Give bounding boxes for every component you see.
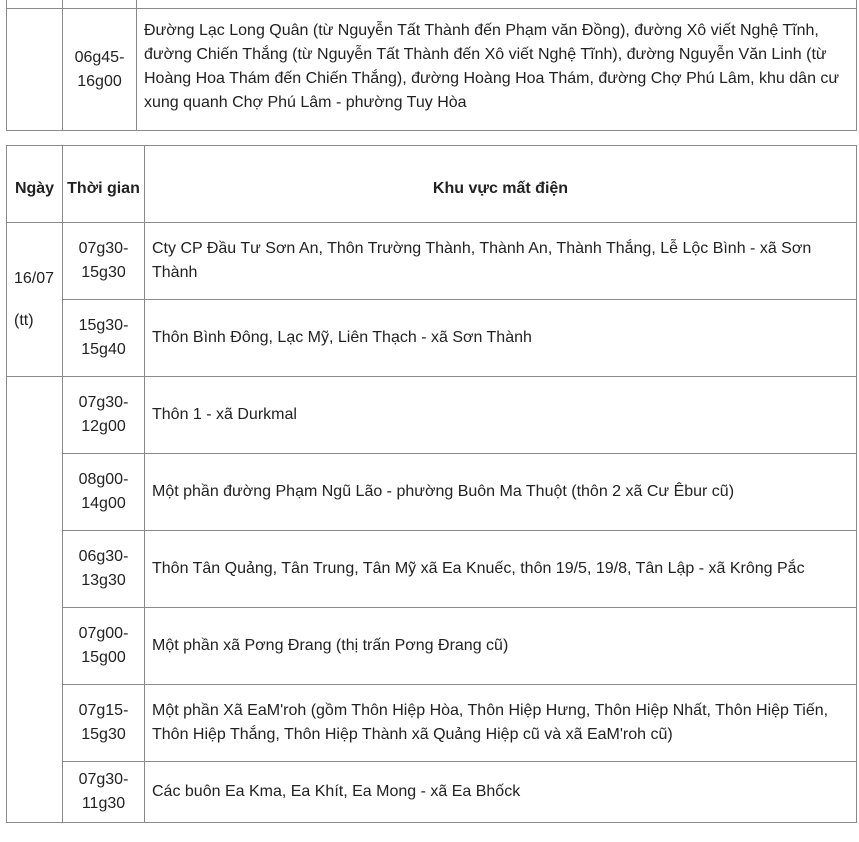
area-cell: Thôn Tân Quảng, Tân Trung, Tân Mỹ xã Ea Knuếc, thôn 19/5, 19/8, Tân Lập - xã Krông Pắc — [145, 531, 857, 608]
time-start: 07g15- — [78, 702, 129, 719]
area-cell: Thôn 1 - xã Durkmal — [145, 377, 857, 454]
area-cell: Một phần Xã EaM'roh (gồm Thôn Hiệp Hòa, Thôn Hiệp Hưng, Thôn Hiệp Nhất, Thôn Hiệp Tiến, Thôn Hiệp Thắng, Thôn Hiệp Thành xã Quảng Hiệp cũ và xã EaM'roh cũ) — [145, 685, 857, 762]
area-cell: Cty CP Đầu Tư Sơn An, Thôn Trường Thành, Thành An, Thành Thắng, Lễ Lộc Bình - xã Sơn Thành — [145, 223, 857, 300]
time-cell — [63, 608, 145, 685]
area-cell: Một phần xã Pơng Đrang (thị trấn Pơng Đrang cũ) — [145, 608, 857, 685]
time-end: 15g40 — [81, 341, 126, 358]
date-cell — [7, 377, 63, 823]
table-row — [7, 685, 857, 762]
time-end: 15g30 — [81, 726, 126, 743]
time-start: 07g30- — [78, 394, 129, 411]
table-row — [7, 454, 857, 531]
time-cell — [63, 223, 145, 300]
time-start: 06g45- — [74, 48, 125, 66]
time-end: 11g30 — [81, 795, 126, 812]
time-start: 07g30- — [78, 771, 129, 788]
time-end: 14g00 — [81, 495, 126, 512]
time-start: 07g30- — [78, 240, 129, 257]
time-end: 15g30 — [81, 264, 126, 281]
table-row — [7, 377, 857, 454]
outage-table — [6, 145, 857, 823]
time-end: 12g00 — [81, 418, 126, 435]
area-cell: Thôn Bình Đông, Lạc Mỹ, Liên Thạch - xã Sơn Thành — [145, 300, 857, 377]
table-row — [7, 608, 857, 685]
time-cell — [63, 0, 137, 9]
time-cell — [63, 531, 145, 608]
date-cell — [7, 9, 63, 131]
area-cell: Đường Lạc Long Quân (từ Nguyễn Tất Thành đến Phạm văn Đồng), đường Xô viết Nghệ Tĩnh, đường Chiến Thắng (từ Nguyễn Tất Thành đến Xô viết Nghệ Tĩnh), đường Nguyễn Văn Linh (từ Hoàng Hoa Thám đến Chiến Thắng), đường Hoàng Hoa Thám, đường Chợ Phú Lâm, khu dân cư xung quanh Chợ Phú Lâm - phường Tuy Hòa — [137, 9, 857, 131]
time-cell — [63, 762, 145, 823]
table-row — [7, 762, 857, 823]
table-row — [7, 9, 857, 131]
time-cell — [63, 9, 137, 131]
time-end: 15g00 — [81, 649, 126, 666]
table-row — [7, 223, 857, 300]
time-end: 13g30 — [81, 572, 126, 589]
table-row — [7, 531, 857, 608]
time-start: 07g00- — [78, 625, 129, 642]
table-row — [7, 0, 857, 9]
time-start: 06g30- — [78, 548, 129, 565]
area-cell — [137, 0, 857, 9]
time-start: 15g30- — [78, 317, 129, 334]
time-start: 08g00- — [78, 471, 129, 488]
header-area: Khu vực mất điện — [145, 146, 857, 223]
outage-table-previous — [6, 0, 857, 131]
header-date: Ngày — [7, 146, 63, 223]
date-continued: (tt) — [14, 311, 34, 329]
table-row — [7, 300, 857, 377]
header-time: Thời gian — [63, 146, 145, 223]
time-cell — [63, 377, 145, 454]
time-cell — [63, 685, 145, 762]
time-cell — [63, 454, 145, 531]
area-cell: Các buôn Ea Kma, Ea Khít, Ea Mong - xã Ea Bhốck — [145, 762, 857, 823]
date-value: 16/07 — [14, 269, 55, 287]
date-cell — [7, 0, 63, 9]
area-cell: Một phần đường Phạm Ngũ Lão - phường Buôn Ma Thuột (thôn 2 xã Cư Êbur cũ) — [145, 454, 857, 531]
table-header-row — [7, 146, 857, 223]
time-end: 16g00 — [77, 72, 122, 90]
date-cell — [7, 223, 63, 377]
time-cell — [63, 300, 145, 377]
